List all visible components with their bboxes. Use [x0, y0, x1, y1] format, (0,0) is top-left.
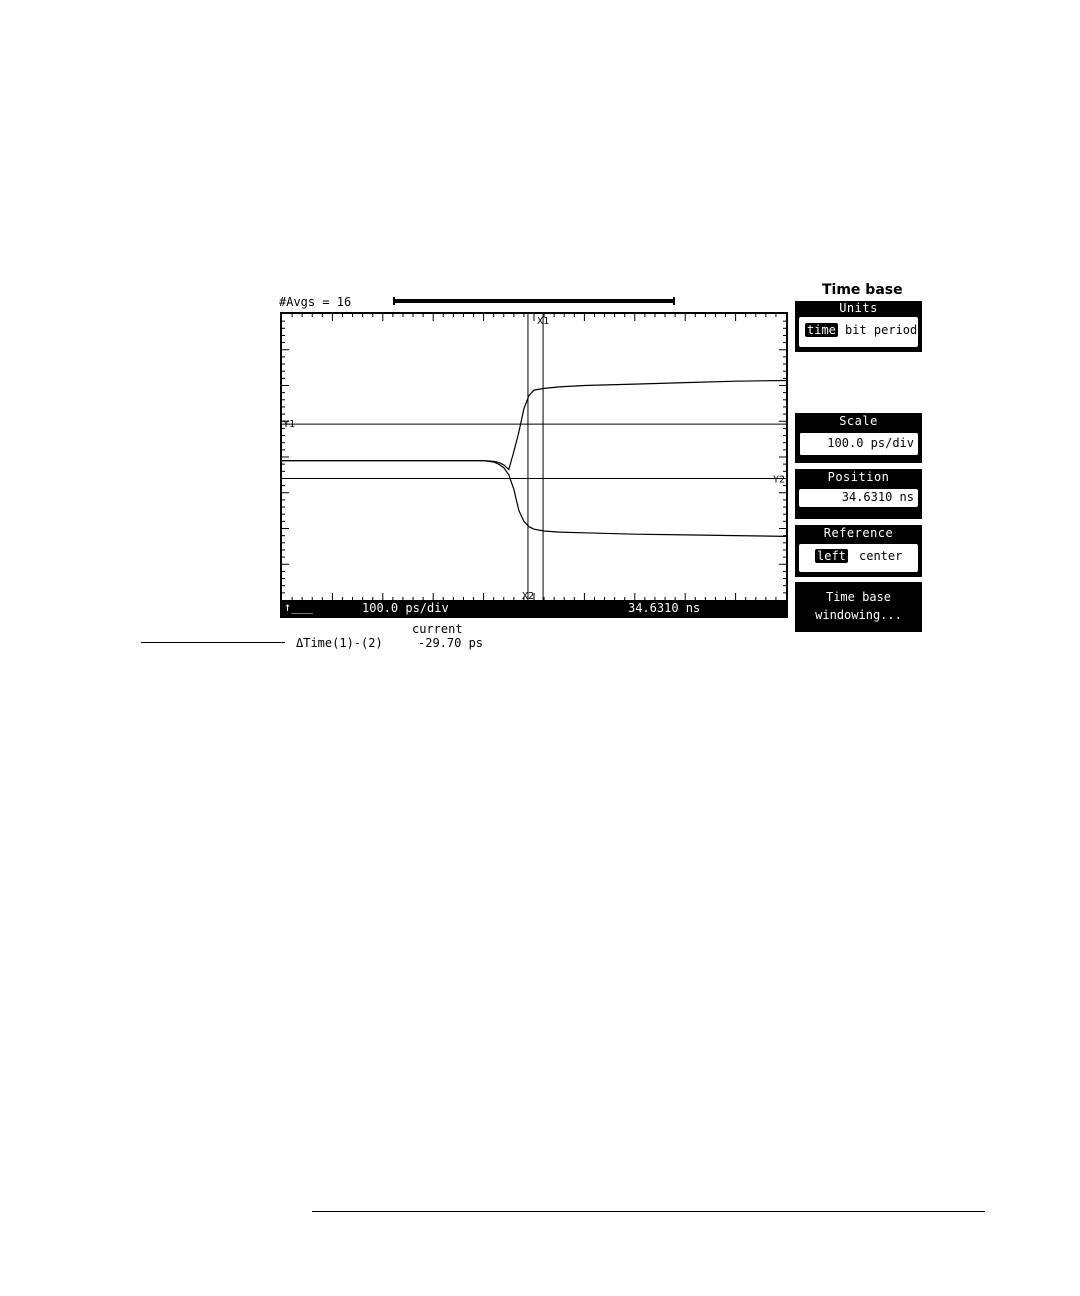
units-header: Units	[839, 301, 878, 315]
waveform-plot	[282, 314, 786, 600]
measurement-value: -29.70 ps	[418, 636, 484, 650]
marker-y2-label: Y2	[772, 474, 785, 486]
reference-option-center[interactable]: center	[859, 549, 903, 563]
units-option-time[interactable]: time	[807, 323, 836, 337]
status-position: 34.6310 ns	[628, 601, 701, 615]
windowing-softkey[interactable]	[795, 582, 922, 632]
marker-x1-label: X1	[537, 316, 550, 327]
units-options	[799, 317, 918, 347]
callout-line	[141, 642, 285, 643]
position-softkey[interactable]	[795, 469, 922, 519]
scale-field	[799, 433, 918, 455]
position-value: 34.6310 ns	[841, 490, 914, 504]
scale-header: Scale	[839, 414, 878, 428]
panel-title: Time base	[822, 282, 903, 298]
waveform-display[interactable]	[280, 312, 788, 618]
marker-x2-label: X2	[521, 591, 534, 600]
trigger-arrow-icon: ↑___	[284, 600, 313, 614]
reference-header: Reference	[823, 526, 894, 540]
windowing-line2: windowing...	[815, 608, 902, 622]
position-header: Position	[827, 470, 890, 484]
display-status-bar	[282, 600, 786, 616]
waveform-trace-2	[282, 461, 786, 537]
windowing-line1: Time base	[825, 590, 892, 604]
reference-softkey[interactable]	[795, 525, 922, 577]
reference-option-left[interactable]: left	[817, 549, 846, 563]
reference-options	[799, 544, 918, 572]
averages-count: #Avgs = 16	[279, 295, 352, 309]
scale-softkey[interactable]	[795, 413, 922, 463]
marker-y1-label: Y1	[283, 419, 296, 431]
status-scale: 100.0 ps/div	[362, 601, 449, 615]
acquisition-indicator-bar	[393, 299, 675, 303]
page-rule	[312, 1211, 985, 1212]
scale-value: 100.0 ps/div	[827, 436, 914, 450]
waveform-trace-1	[282, 381, 786, 470]
position-field	[799, 489, 918, 507]
measurement-name: ΔTime(1)-(2)	[296, 636, 383, 650]
measurement-column-header: current	[412, 622, 463, 636]
units-softkey[interactable]	[795, 301, 922, 352]
units-option-bit-period[interactable]: bit period	[845, 323, 918, 337]
